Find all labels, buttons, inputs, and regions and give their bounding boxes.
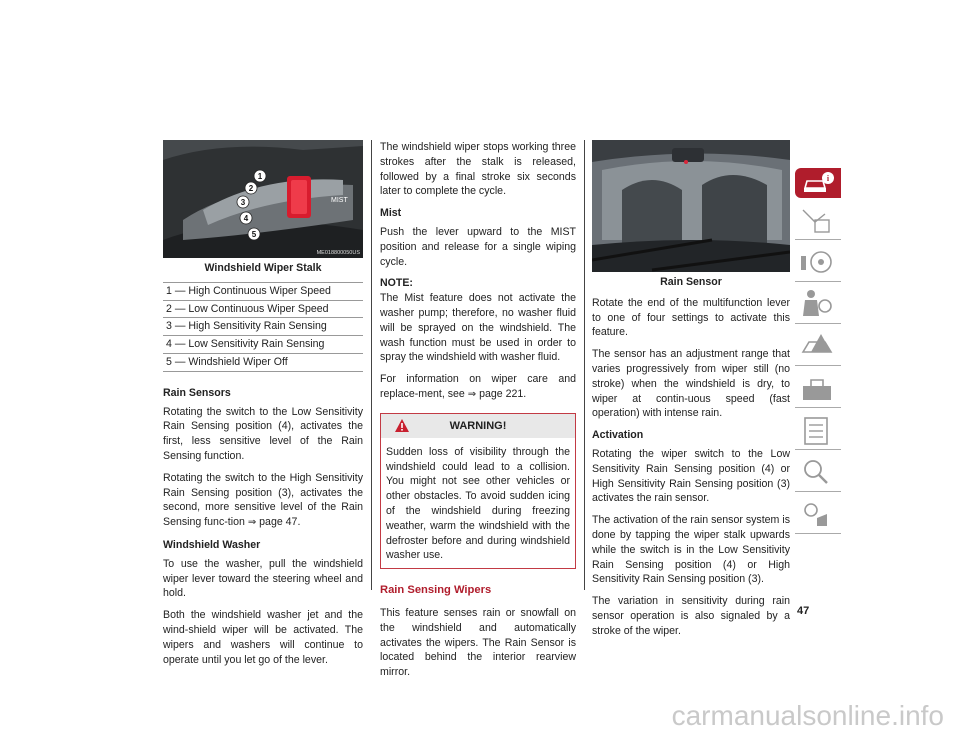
column-2 (380, 140, 576, 687)
paragraph: The activation of the rain sensor system is done by tapping the wiper stalk upwards while the switch is in the Low Sensitivity Rain Sensing position (4) or High Sensitivity Rain Sensing position (3). (592, 514, 790, 586)
note-heading: NOTE: (380, 277, 413, 290)
callout-4: 4 (243, 214, 249, 223)
warning-triangle-icon (395, 419, 409, 432)
paragraph: The variation in sensitivity during rain sensor operation is also signaled by a stroke of the wiper. (592, 595, 790, 637)
tab-starting-operating[interactable] (795, 242, 841, 282)
vehicle-info-icon (795, 168, 841, 198)
watermark: carmanualsonline.info (671, 700, 944, 731)
tab-dashboard[interactable] (795, 200, 841, 240)
paragraph: Rotating the switch to the High Sensitivity Rain Sensing position (3), activates the second, more sensitive level of the Rain Sensing func-tion ⇒ page 47. (163, 471, 363, 529)
washer-heading: Windshield Washer (163, 538, 261, 551)
chapter-tabs (795, 168, 841, 536)
mist-label: MIST (331, 197, 348, 204)
callout-3: 3 (240, 198, 246, 207)
tab-safety[interactable] (795, 284, 841, 324)
legend-item: 2 — Low Continuous Wiper Speed (163, 300, 363, 318)
paragraph: Both the windshield washer jet and the wind-shield wiper will be activated. The wipers and washers will continue to operate until you let go of the lever. (163, 609, 363, 666)
paragraph: Rotating the switch to the Low Sensitivity Rain Sensing position (4), activates the first, less sensitive level of the Rain Sensing function. (163, 405, 363, 462)
paragraph: This feature senses rain or snowfall on the windshield and automatically activates the wipers. The Rain Sensor is located behind the interior rearview mirror. (380, 606, 576, 679)
page-reference-link[interactable]: page 221. (479, 387, 527, 400)
roadside-hazard-icon (795, 326, 841, 366)
dashboard-warning-icon (795, 200, 841, 240)
figure-caption: Windshield Wiper Stalk (204, 262, 322, 274)
page-reference-link[interactable]: page 47. (259, 516, 301, 529)
warning-box (380, 413, 576, 569)
tab-index[interactable] (795, 452, 841, 492)
legend-item: 4 — Low Sensitivity Rain Sensing (163, 335, 363, 353)
tab-multimedia[interactable] (795, 494, 841, 534)
callout-1: 1 (257, 172, 263, 181)
xref-arrow-icon: ⇒ (467, 388, 477, 400)
activation-heading: Activation (592, 429, 644, 442)
search-index-icon (795, 452, 841, 492)
tab-servicing[interactable] (795, 368, 841, 408)
rain-sensing-wipers-heading: Rain Sensing Wipers (380, 584, 492, 597)
airbag-safety-icon (795, 284, 841, 324)
paragraph: For information on wiper care and replace-ment, see ⇒ page 221. (380, 373, 576, 400)
rain-sensors-heading: Rain Sensors (163, 386, 231, 399)
figure-code: ME018800050US (316, 250, 360, 256)
paragraph: The windshield wiper stops working three strokes after the stalk is released, followed by a final stroke six seconds later to complete the cycle. (380, 141, 576, 198)
column-divider (584, 140, 585, 590)
svg-text:i: i (826, 174, 830, 183)
column-1 (163, 140, 363, 674)
wiper-stalk-illustration (163, 140, 363, 258)
specifications-list-icon (795, 410, 841, 450)
legend-item: 3 — High Sensitivity Rain Sensing (163, 317, 363, 335)
legend-item: 5 — Windshield Wiper Off (163, 353, 363, 371)
steering-wheel-icon (795, 242, 841, 282)
rain-sensor-illustration (592, 140, 790, 272)
legend-item: 1 — High Continuous Wiper Speed (163, 282, 363, 300)
figure-caption: Rain Sensor (660, 276, 722, 288)
service-toolbox-icon (795, 368, 841, 408)
xref-arrow-icon: ⇒ (247, 517, 257, 529)
warning-header (381, 414, 575, 438)
column-divider (371, 140, 372, 590)
tab-vehicle-info[interactable] (795, 168, 841, 198)
callout-5: 5 (251, 230, 257, 239)
multimedia-icon (795, 494, 841, 534)
mist-heading: Mist (380, 207, 402, 220)
wiper-stalk-figure (163, 140, 363, 258)
warning-title: WARNING! (449, 419, 507, 432)
rain-sensor-figure (592, 140, 790, 272)
paragraph: The sensor has an adjustment range that varies progressively from wiper still (no stroke) when the windshield is dry, to wiper at contin-uous speed (fast operation) with intense rain. (592, 348, 790, 420)
column-3 (592, 140, 790, 646)
paragraph: Rotating the wiper switch to the Low Sensitivity Rain Sensing position (4) or High Sensitivity Rain Sensing position (3) activates the rain sensor. (592, 447, 790, 505)
paragraph: To use the washer, pull the windshield wiper lever toward the steering wheel and hold. (163, 557, 363, 600)
note-text: The Mist feature does not activate the washer pump; therefore, no washer fluid will be sprayed on the windshield. The wash function must be used in order to spray the windshield with washer fluid. (380, 292, 576, 364)
callout-2: 2 (248, 184, 254, 193)
paragraph: Push the lever upward to the MIST position and release for a single wiping cycle. (380, 225, 576, 268)
page-number: 47 (797, 605, 810, 617)
paragraph: Rotate the end of the multifunction lever to one of four settings to activate this feature. (592, 296, 790, 339)
warning-text: Sudden loss of visibility through the windshield could lead to a collision. You might not see other vehicles or other obstacles. To avoid sudden icing of the windshield during freezing weather, warm the windshield with the defroster before and during windshield washer use. (386, 445, 570, 562)
tab-emergency[interactable] (795, 326, 841, 366)
tab-specifications[interactable] (795, 410, 841, 450)
